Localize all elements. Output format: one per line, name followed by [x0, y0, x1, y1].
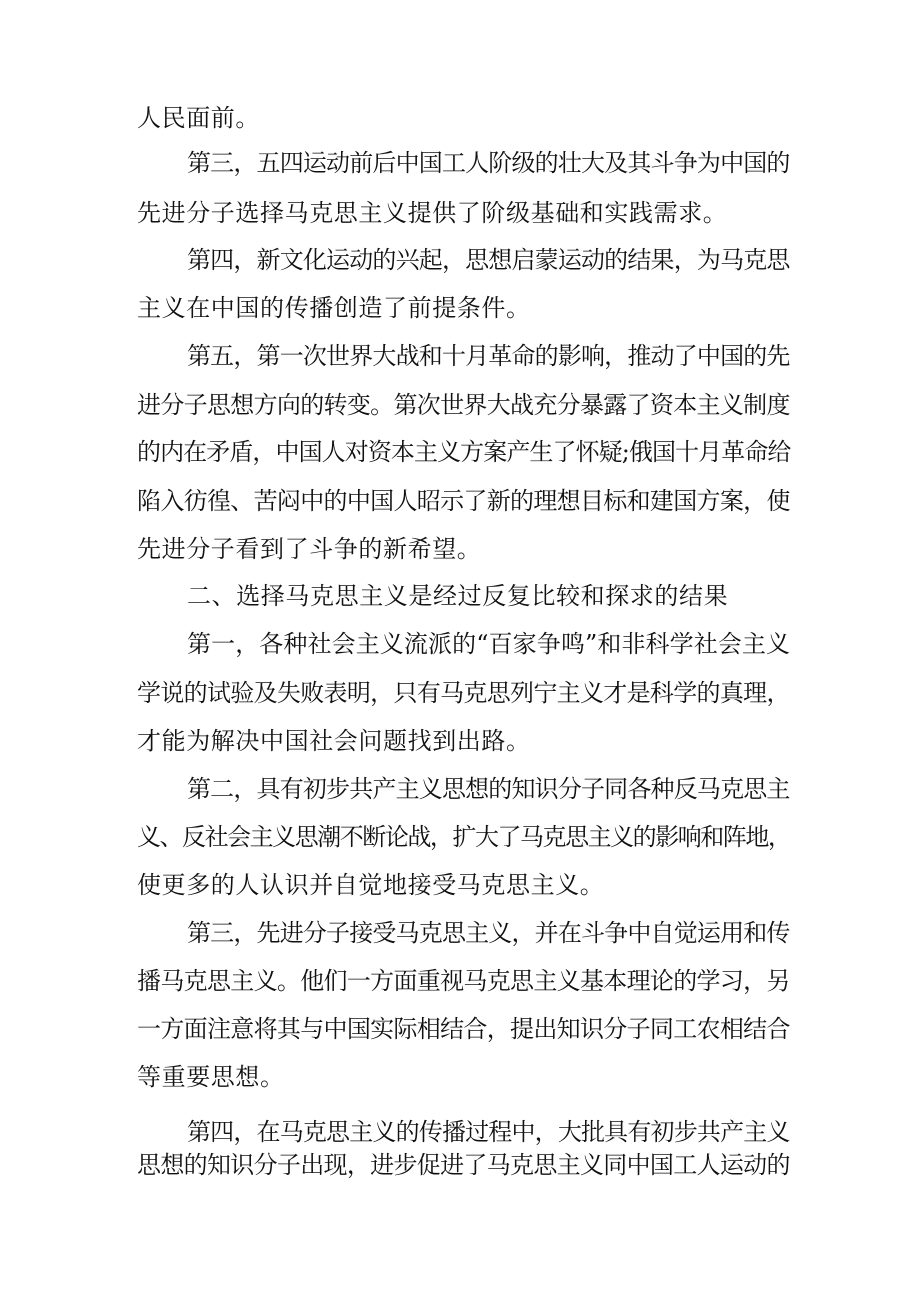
text-line: 使更多的人认识并自觉地接受马克思主义。	[137, 871, 605, 899]
paragraph-start-line: 第四，新文化运动的兴起，思想启蒙运动的结果，为马克思	[187, 246, 790, 274]
text-line: 进分子思想方向的转变。第次世界大战充分暴露了资本主义制度	[137, 391, 790, 419]
text-line: 思想的知识分子出现，进步促进了马克思主义同中国工人运动的	[137, 1151, 790, 1179]
text-line: 陷入彷徨、苦闷中的中国人昭示了新的理想目标和建国方案，使	[137, 487, 790, 515]
paragraph-start-line: 第五，第一次世界大战和十月革命的影响，推动了中国的先	[187, 342, 790, 370]
text-line: 学说的试验及失败表明，只有马克思列宁主义才是科学的真理，	[137, 679, 790, 707]
text-line: 播马克思主义。他们一方面重视马克思主义基本理论的学习，另	[137, 967, 790, 995]
paragraph-start-line: 第二，具有初步共产主义思想的知识分子同各种反马克思主	[187, 775, 790, 803]
text-line: 先进分子选择马克思主义提供了阶级基础和实践需求。	[137, 199, 728, 227]
paragraph-start-line: 第三，先进分子接受马克思主义，并在斗争中自觉运用和传	[187, 919, 790, 947]
text-line: 主义在中国的传播创造了前提条件。	[137, 294, 531, 322]
section-heading: 二、选择马克思主义是经过反复比较和探求的结果	[187, 582, 729, 610]
paragraph-start-line: 第一，各种社会主义流派的“百家争鸣”和非科学社会主义	[187, 630, 791, 658]
text-line: 人民面前。	[137, 104, 260, 132]
text-line: 义、反社会主义思潮不断论战，扩大了马克思主义的影响和阵地，	[137, 823, 791, 851]
text-line: 等重要思想。	[137, 1063, 285, 1091]
paragraph-start-line: 第四，在马克思主义的传播过程中，大批具有初步共产主义	[187, 1118, 790, 1146]
text-line: 先进分子看到了斗争的新希望。	[137, 535, 482, 563]
text-line: 一方面注意将其与中国实际相结合，提出知识分子同工农相结合	[137, 1015, 790, 1043]
paragraph-start-line: 第三，五四运动前后中国工人阶级的壮大及其斗争为中国的	[187, 149, 790, 177]
text-line: 才能为解决中国社会问题找到出路。	[137, 727, 531, 755]
text-line: 的内在矛盾，中国人对资本主义方案产生了怀疑;俄国十月革命给	[137, 438, 791, 466]
